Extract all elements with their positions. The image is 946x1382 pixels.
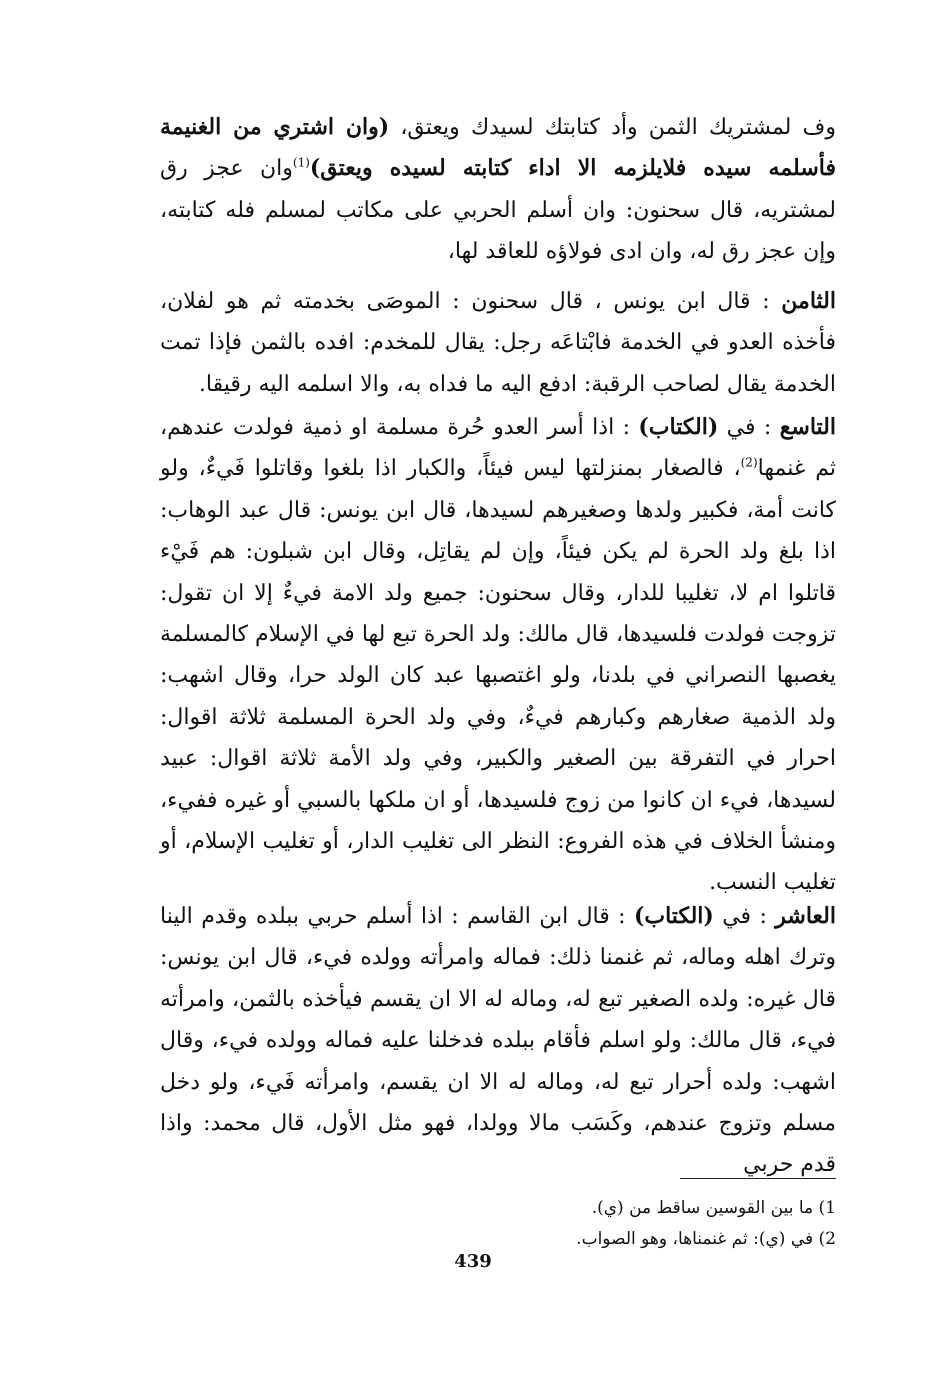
footnote-divider xyxy=(680,1178,836,1179)
paragraph-2-body: : قال ابن يونس ، قال سحنون : الموصَى بخدمته ثم هو لفلان، فأخذه العدو في الخدمة فابْتاعَه رجل: يقال للمخدم: افده بالثمن فإذا تمت الخدمة يقال لصاحب الرقبة: ادفع اليه ما فداه به، والا اسلمه اليه رقيقا. xyxy=(160,289,836,397)
paragraph-3-part1: : في xyxy=(718,415,780,440)
footnote-ref-1: (1) xyxy=(292,156,310,171)
paragraph-4-lead: العاشر xyxy=(775,903,836,929)
paragraph-1-text: وف لمشتريك الثمن وأد كتابتك لسيدك ويعتق، xyxy=(389,115,836,140)
paragraph-4-book: (الكتاب) xyxy=(633,903,714,929)
footnote-ref-2: (2) xyxy=(740,456,758,471)
footnote-2: 2) في (ي): ثم غنمناها، وهو الصواب. xyxy=(576,1229,836,1249)
footnotes xyxy=(500,1193,836,1255)
paragraph-4 xyxy=(160,896,836,1186)
footnote-1: 1) ما بين القوسين ساقط من (ي). xyxy=(591,1198,836,1218)
page-number: 439 xyxy=(454,1251,492,1272)
paragraph-2 xyxy=(160,281,836,405)
paragraph-4-part1: : في xyxy=(713,904,776,929)
paragraph-1-rest: وان عجز رق لمشتريه، قال سحنون: وان أسلم الحربي على مكاتب لمسلم فله كتابته، وإن عجز رق له، وان ادى فولاؤه للعاقد لها، xyxy=(160,156,836,265)
paragraph-3-part2: : اذا أسر العدو حُرة مسلمة او ذمية فولدت عندهم، ثم غنمها xyxy=(160,415,836,482)
paragraph-3-lead: التاسع xyxy=(779,414,836,440)
paragraph-2-lead: الثامن xyxy=(781,288,836,314)
paragraph-1 xyxy=(160,107,836,273)
paragraph-3-part3: ، فالصغار بمنزلتها ليس فيئاً، والكبار اذا بلغوا وقاتلوا فَيءٌ، ولو كانت أمة، فكبير ولدها وصغيرهم لسيدها، قال ابن يونس: قال عبد الوهاب: اذا بلغ ولد الحرة لم يكن فيئاً، وإن لم يقاتِل، وقال ابن شبلون: هم فَيْء قاتلوا ام لا، تغليبا للدار، وقال سحنون: جميع ولد الامة فيءٌ إلا ان تقول: تزوجت فولدت فلسيدها، قال مالك: ولد الحرة تبع لها في الإسلام كالمسلمة يغصبها النصراني في بلدنا، ولو اغتصبها عبد كان الولد حرا، وقال اشهب: ولد الذمية صغارهم وكبارهم فيءٌ، وفي ولد الحرة المسلمة ثلاثة اقوال: احرار في التفرقة بين الصغير والكبير، وفي ولد الأمة ثلاثة اقوال: عبيد لسيدها، فيء ان كانوا من زوج فلسيدها، أو ان ملكها بالسبي أو غيره ففيء، ومنشأ الخلاف في هذه الفروع: النظر الى تغليب الدار، أو تغليب الإسلام، أو تغليب النسب. xyxy=(160,456,836,896)
paragraph-4-part2: : قال ابن القاسم : اذا أسلم حربي ببلده وقدم الينا وترك اهله وماله، ثم غنمنا ذلك: فماله وامرأته وولده فيء، قال ابن يونس: قال غيره: ولده الصغير تبع له، وماله له الا ان يقسم فيأخذه بالثمن، وامرأته فيء، قال مالك: ولو اسلم فأقام ببلده فدخلنا عليه فماله وولده فيء، وقال اشهب: ولده أحرار تبع له، وماله له الا ان يقسم، وامرأته فَيء، ولو دخل مسلم وتزوج عندهم، وكَسَب مالا وولدا، فهو مثل الأول، قال محمد: واذا قدم حربي xyxy=(160,904,836,1178)
paragraph-3 xyxy=(160,407,836,904)
paragraph-3-book: (الكتاب) xyxy=(638,414,719,440)
paragraph-1-bold-clause: (وان اشتري من الغنيمة فأسلمه سيده فلايلزمه الا اداء كتابته لسيده ويعتق) xyxy=(160,114,836,182)
